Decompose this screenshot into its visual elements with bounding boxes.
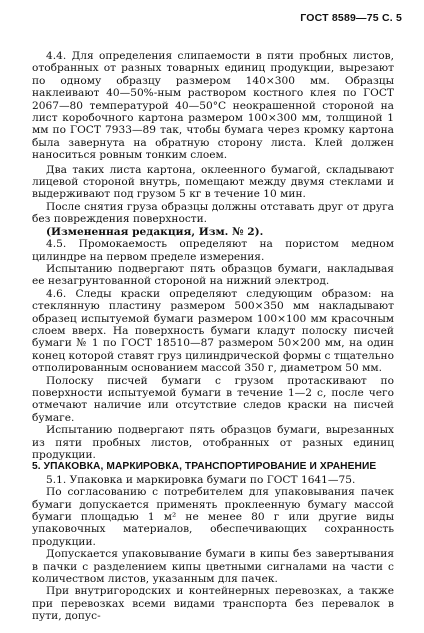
paragraph: По согласованию с потребителем для упаковывания пачек бумаги допускается применять проклеенную бумагу массой бумаги площадью 1 м² не менее 80 г или другие виды упаковочных материалов, обеспечивающих сохранность продукции. xyxy=(32,486,394,548)
section-heading: 5. УПАКОВКА, МАРКИРОВКА, ТРАНСПОРТИРОВАНИЕ И ХРАНЕНИЕ xyxy=(32,461,377,473)
paragraph-4-5: 4.5. Промокаемость определяют на пористом медном цилиндре на первом пределе измерения. xyxy=(32,238,394,263)
paragraph: Испытанию подвергают пять образцов бумаги, накладывая ее незагрунтованной стороной на нижний электрод. xyxy=(32,262,394,288)
paragraph: Два таких листа картона, оклеенного бумагой, складывают лицевой стороной внутрь, помещают между двумя стеклами и выдерживают под грузом 5 кг в течение 10 мин. xyxy=(32,163,394,201)
paragraph: После снятия груза образцы должны отставать друг от друга без повреждения поверхности. xyxy=(32,200,394,226)
paragraph-4-4: 4.4. Для определения слипаемости в пяти пробных листов, отобранных от разных товарных единиц продукции, вырезают по одному образцу размером 140×300 мм. Образцы наклеивают 40—50%-ным раствором костного клея по ГОСТ 2067—80 температурой 40—50°С неокрашенной стороной на лист коробочного картона размером 100×300 мм, толщиной 1 мм по ГОСТ 7933—89 так, чтобы бумага через кромку картона была завернута на обратную сторону листа. Клей должен наноситься ровным тонким слоем. xyxy=(32,50,394,162)
paragraph: Испытанию подвергают пять образцов бумаги, вырезанных из пяти пробных листов, отобранных от разных единиц продукции. xyxy=(32,424,394,461)
paragraph: Допускается упаковывание бумаги в кипы без завертывания в пачки с разделением кипы цветными сигналами на части с количеством листов, указанным для пачек. xyxy=(32,548,394,586)
paragraph: При внутригородских и контейнерных перевозках, а также при перевозках всеми видами транспорта без перевалок в пути, допус- xyxy=(32,585,394,623)
document-body xyxy=(32,50,394,623)
paragraph-4-6: 4.6. Следы краски определяют следующим образом: на стеклянную пластину размером 500×350 мм накладывают образец испытуемой бумаги размером 100×100 мм красочным слоем вверх. На поверхность бумаги кладут полоску писчей бумаги № 1 по ГОСТ 18510—87 размером 50×200 мм, на один конец которой ставят груз цилиндрической формы с тщательно отполированным основанием массой 350 г, диаметром 50 мм. xyxy=(32,287,394,375)
paragraph-5-1: 5.1. Упаковка и маркировка бумаги по ГОСТ 1641—75. xyxy=(46,473,356,486)
page-header: ГОСТ 8589—75 С. 5 xyxy=(300,12,402,24)
amendment-note: (Измененная редакция, Изм. № 2). xyxy=(46,225,264,238)
paragraph: Полоску писчей бумаги с грузом протаскивают по поверхности испытуемой бумаги в течение 1—2 с, после чего отмечают наличие или отсутствие следов краски на писчей бумаге. xyxy=(32,374,394,424)
